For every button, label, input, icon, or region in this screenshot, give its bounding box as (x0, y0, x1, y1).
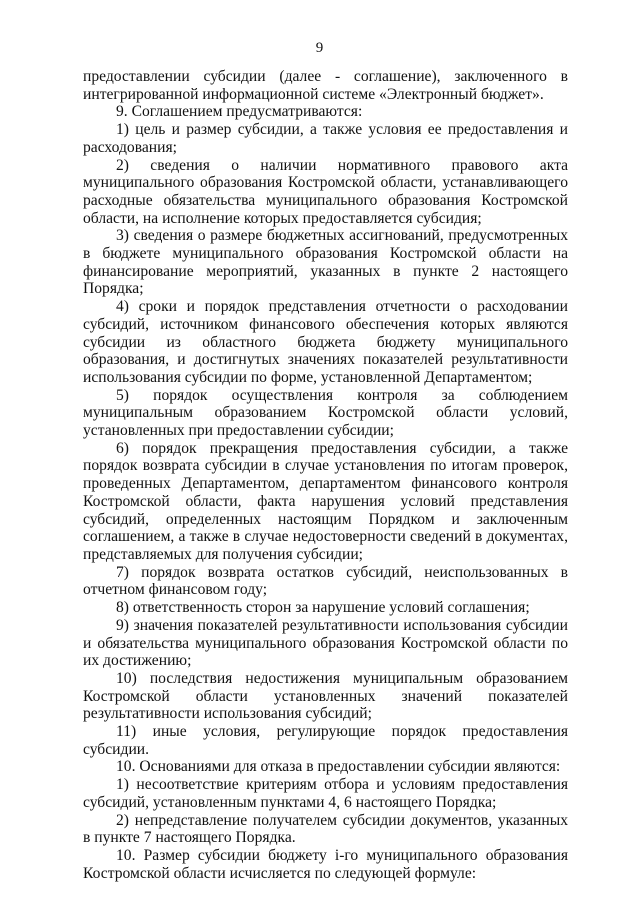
paragraph-subitem-5: 5) порядок осуществления контроля за соблюдением муниципальным образованием Костромской области условий, установленных при предоставлении субсидии; (83, 386, 568, 440)
paragraph-subitem-1: 1) цель и размер субсидии, а также условия ее предоставления и расходования; (83, 121, 568, 156)
paragraph-continuation: предоставлении субсидии (далее - соглашение), заключенного в интегрированной информационной системе «Электронный бюджет». (83, 68, 568, 103)
paragraph-subitem-6: 6) порядок прекращения предоставления субсидии, а также порядок возврата субсидии в случае установления по итогам проверок, проведенных Департаментом, департаментом финансового контроля Костромской области, факта нарушения условий представления субсидий, определенных настоящим Порядком и заключенным соглашением, а также в случае недостоверности сведений в документах, представляемых для получения субсидии; (83, 439, 568, 563)
paragraph-subitem-2: 2) сведения о наличии нормативного правового акта муниципального образования Костромской области, устанавливающего расходные обязательства муниципального образования Костромской области, на исполнение которых предоставляется субсидия; (83, 156, 568, 227)
paragraph-refusal-subitem-1: 1) несоответствие критериям отбора и условиям предоставления субсидий, установленным пунктами 4, 6 настоящего Порядка; (83, 776, 568, 811)
paragraph-subitem-11: 11) иные условия, регулирующие порядок предоставления субсидии. (83, 723, 568, 758)
paragraph-subitem-3: 3) сведения о размере бюджетных ассигнований, предусмотренных в бюджете муниципального образования Костромской области на финансирование мероприятий, указанных в пункте 2 настоящего Порядка; (83, 227, 568, 298)
paragraph-subitem-8: 8) ответственность сторон за нарушение условий соглашения; (116, 599, 530, 617)
paragraph-item-10-refusal: 10. Основаниями для отказа в предоставлении субсидии являются: (116, 758, 561, 776)
paragraph-subitem-7: 7) порядок возврата остатков субсидий, неиспользованных в отчетном финансовом году; (83, 563, 568, 599)
document-body (83, 68, 568, 882)
paragraph-subitem-9: 9) значения показателей результативности использования субсидии и обязательства муниципального образования Костромской области по их достижению; (83, 616, 568, 670)
paragraph-item-9: 9. Соглашением предусматриваются: (116, 103, 363, 121)
page-number: 9 (315, 40, 324, 56)
paragraph-subitem-10: 10) последствия недостижения муниципальным образованием Костромской области установленных значений показателей результативности использования субсидий; (83, 669, 568, 723)
paragraph-refusal-subitem-2: 2) непредставление получателем субсидии документов, указанных в пункте 7 настоящего Порядка. (83, 811, 568, 847)
paragraph-item-10-amount: 10. Размер субсидии бюджету i-го муниципального образования Костромской области исчисляется по следующей формуле: (83, 846, 568, 882)
paragraph-subitem-4: 4) сроки и порядок представления отчетности о расходовании субсидий, источником финансового обеспечения которых являются субсидии из областного бюджета бюджету муниципального образования, и достигнутых значениях показателей результативности использования субсидии по форме, установленной Департаментом; (83, 298, 568, 386)
